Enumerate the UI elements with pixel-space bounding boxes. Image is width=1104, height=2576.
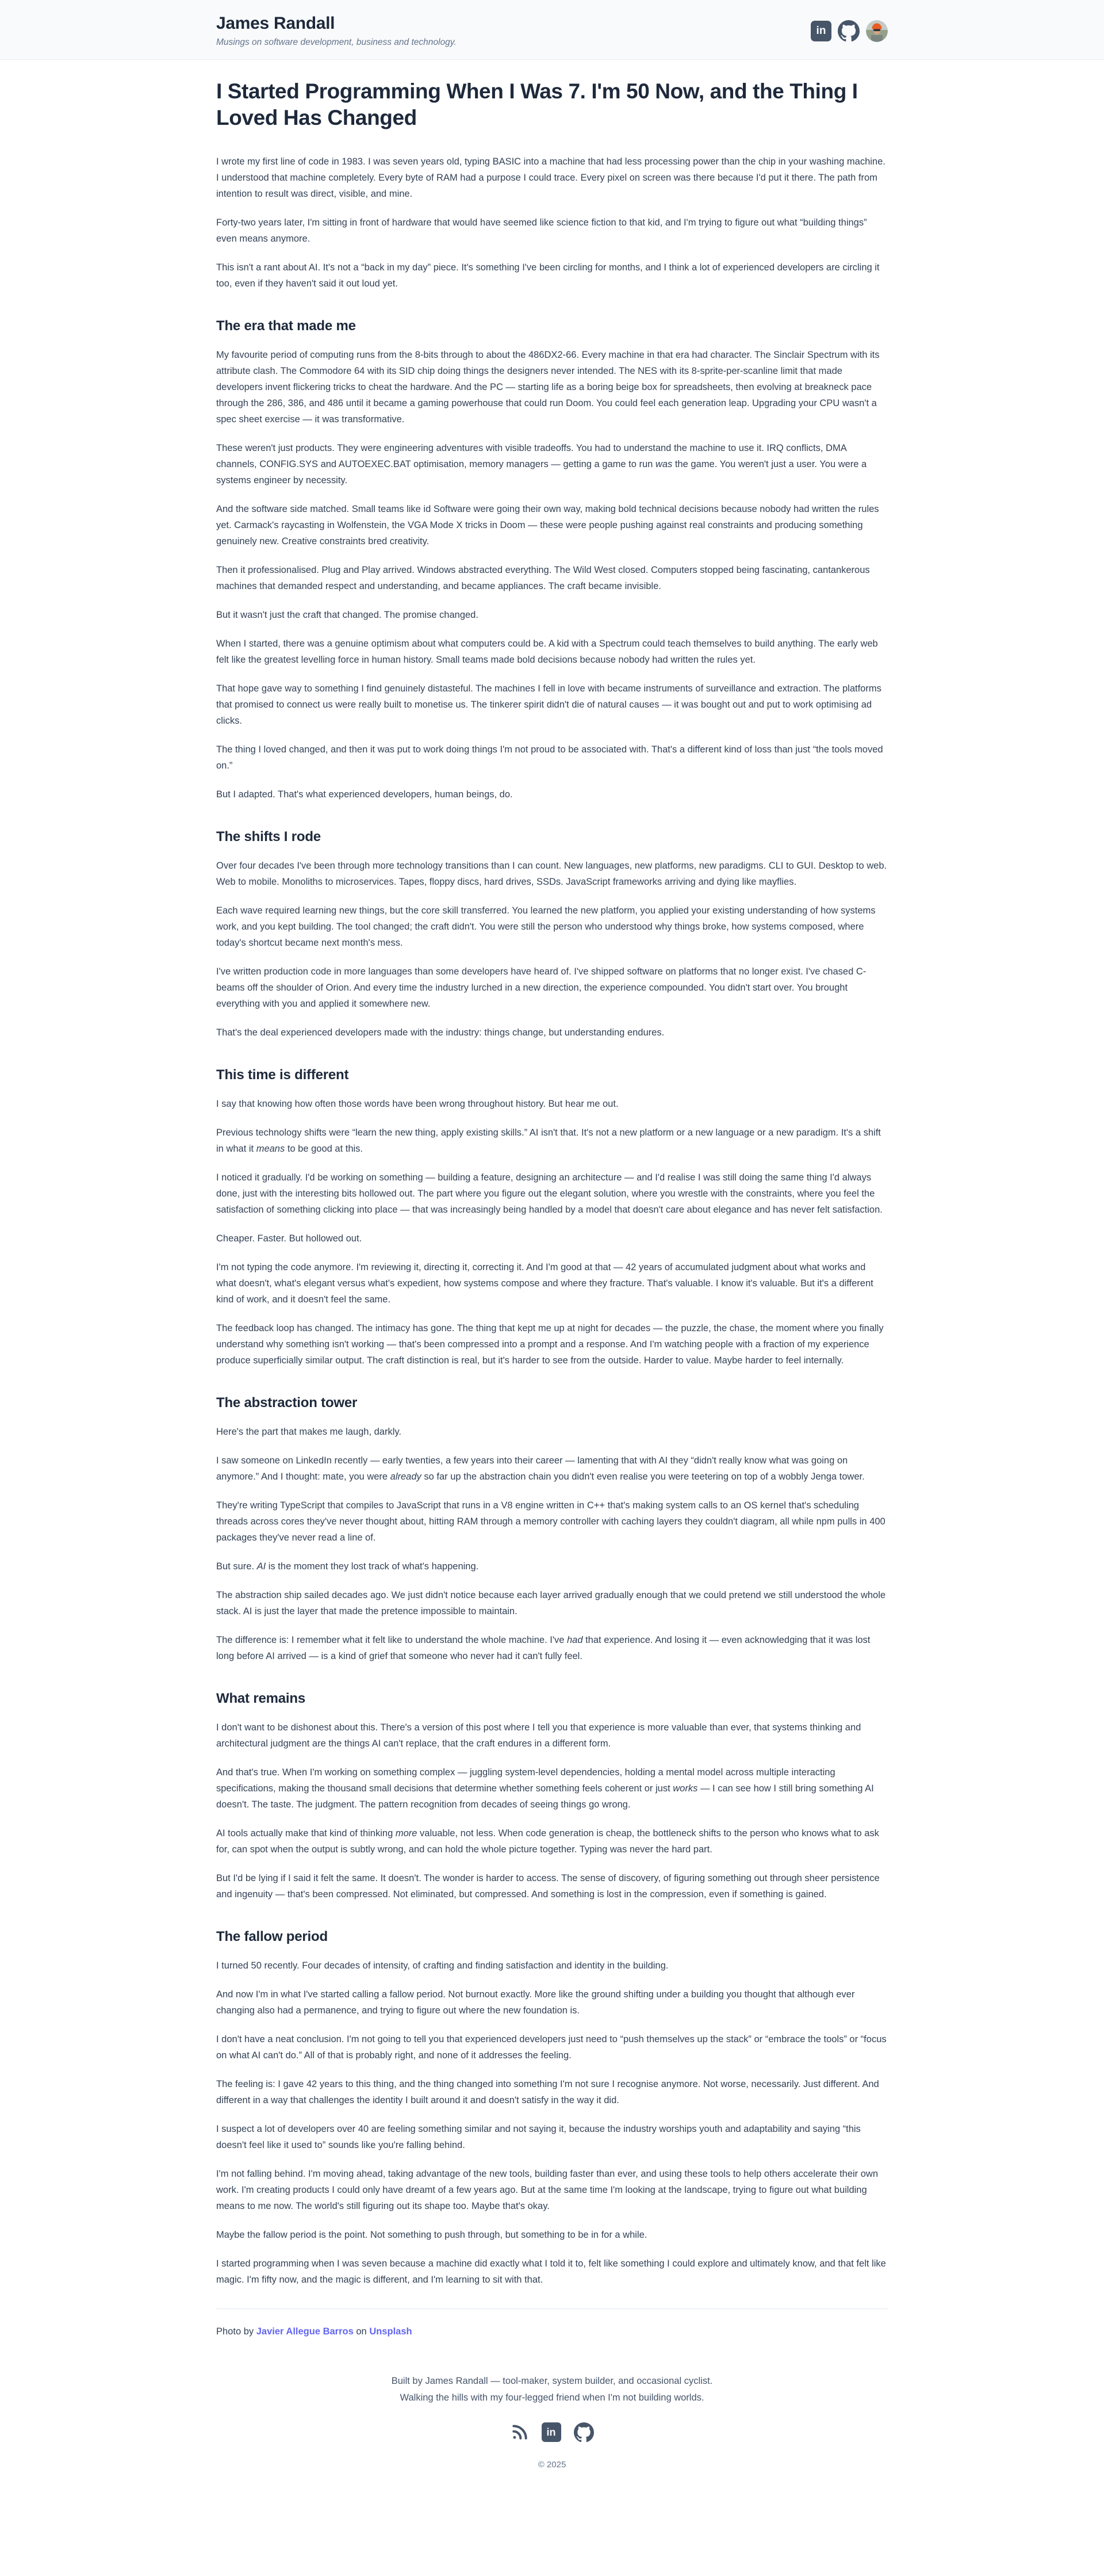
article-paragraph: But I adapted. That's what experienced developers, human beings, do. bbox=[216, 789, 513, 800]
site-header bbox=[0, 0, 1104, 60]
article-body bbox=[216, 154, 888, 2288]
photo-credit-author-link[interactable]: Javier Allegue Barros bbox=[256, 2326, 354, 2337]
article-paragraph: I say that knowing how often those words have been wrong throughout history. But hear me out. bbox=[216, 1098, 619, 1109]
article-paragraph: But sure. AI is the moment they lost track of what's happening. bbox=[216, 1561, 479, 1572]
copyright: © 2025 bbox=[538, 2459, 566, 2470]
section-heading: The fallow period bbox=[216, 1928, 328, 1944]
article-paragraph: They're writing TypeScript that compiles to JavaScript that runs in a V8 engine written in C++ that's making system calls to an OS kernel that's scheduling threads across cores they've never thought about, hitting RAM through a memory controller with caching layers they couldn't diagram, all while npm pulls in 400 packages they've never read a line of. bbox=[216, 1500, 885, 1543]
article-paragraph: When I started, there was a genuine optimism about what computers could be. A kid with a Spectrum could teach themselves to build anything. The early web felt like the greatest levelling force in human history. Small teams made bold decisions because nobody had written the rules yet. bbox=[216, 638, 878, 665]
article-paragraph: But I'd be lying if I said it felt the same. It doesn't. The wonder is harder to access. The sense of discovery, of figuring something out through sheer persistence and ingenuity — that's been compressed. Not eliminated, but compressed. And something is lost in the compression, even if something is gained. bbox=[216, 1872, 880, 1899]
site-identity bbox=[216, 14, 457, 48]
article-paragraph: AI tools actually make that kind of thinking more valuable, not less. When code generation is cheap, the bottleneck shifts to the person who knows what to ask for, can spot when the output is subtly wrong, and can hold the whole picture together. Typing was never the hard part. bbox=[216, 1828, 879, 1855]
avatar[interactable] bbox=[866, 20, 888, 42]
article-paragraph: The feeling is: I gave 42 years to this thing, and the thing changed into something I'm not sure I recognise anymore. Not worse, necessarily. Just different. And different in a way that challenges the identity I built around it and doesn't satisfy in the way it did. bbox=[216, 2078, 879, 2105]
linkedin-icon[interactable]: in bbox=[811, 21, 831, 41]
article-paragraph: I saw someone on LinkedIn recently — early twenties, a few years into their career — lamenting that with AI they “didn't really know what was going on anymore.” And I thought: mate, you were already so far up the abstraction chain you didn't even realise you were teetering on top of a wobbly Jenga tower. bbox=[216, 1455, 865, 1482]
article-paragraph: Over four decades I've been through more technology transitions than I can count. New languages, new platforms, new paradigms. CLI to GUI. Desktop to web. Web to mobile. Monoliths to microservices. Tapes, floppy discs, hard drives, SSDs. JavaScript frameworks arriving and dying like mayflies. bbox=[216, 860, 887, 887]
article-paragraph: I wrote my first line of code in 1983. I was seven years old, typing BASIC into a machine that had less processing power than the chip in your washing machine. I understood that machine completely. Every byte of RAM had a purpose I could trace. Every pixel on screen was there because I'd put it there. The path from intention to result was direct, visible, and mine. bbox=[216, 156, 885, 199]
main-content bbox=[212, 78, 892, 2337]
article-paragraph: Cheaper. Faster. But hollowed out. bbox=[216, 1233, 362, 1244]
article-paragraph: I started programming when I was seven because a machine did exactly what I told it to, felt like something I could explore and ultimately know, and that felt like magic. I'm fifty now, and the magic is different, and I'm learning to sit with that. bbox=[216, 2258, 886, 2285]
article-paragraph: The abstraction ship sailed decades ago. We just didn't notice because each layer arrived gradually enough that we could pretend we still understood the whole stack. AI is just the layer that made the pretence impossible to maintain. bbox=[216, 1589, 886, 1616]
article-paragraph: The feedback loop has changed. The intimacy has gone. The thing that kept me up at night for decades — the puzzle, the chase, the moment where you finally understand why something isn't working — that's been compressed into a prompt and a response. And I'm watching people with a fraction of my experience produce superficially similar output. The craft distinction is real, but it's harder to see from the outside. Harder to value. Maybe harder to feel internally. bbox=[216, 1323, 884, 1366]
article-paragraph: I'm not typing the code anymore. I'm reviewing it, directing it, correcting it. And I'm good at that — 42 years of accumulated judgment about what works and what doesn't, what's elegant versus what's expedient, how systems compose and where they fracture. That's valuable. I know it's valuable. But it's a different kind of work, and it doesn't feel the same. bbox=[216, 1262, 873, 1305]
site-title: James Randall bbox=[216, 14, 335, 33]
article-paragraph: That hope gave way to something I find genuinely distasteful. The machines I fell in love with became instruments of surveillance and extraction. The platforms that promised to connect us were really built to monetise us. The tinkerer spirit didn't die of natural causes — it was bought out and put to work optimising ad clicks. bbox=[216, 683, 881, 726]
article-paragraph: Then it professionalised. Plug and Play arrived. Windows abstracted everything. The Wild West closed. Computers stopped being fascinating, cantankerous machines that demanded respect and understanding, and became appliances. The craft became invisible. bbox=[216, 564, 870, 591]
article-paragraph: This isn't a rant about AI. It's not a “back in my day” piece. It's something I've been circling for months, and I think a lot of experienced developers are circling it too, even if they haven't said it out loud yet. bbox=[216, 262, 880, 289]
article-paragraph: Here's the part that makes me laugh, darkly. bbox=[216, 1426, 401, 1437]
photo-credit bbox=[216, 2326, 888, 2337]
github-icon[interactable] bbox=[838, 20, 860, 42]
article-paragraph: That's the deal experienced developers made with the industry: things change, but understanding endures. bbox=[216, 1027, 665, 1038]
section-heading: The abstraction tower bbox=[216, 1394, 358, 1411]
article-paragraph: I'm not falling behind. I'm moving ahead, taking advantage of the new tools, building faster than ever, and using these tools to help others accelerate their own work. I'm creating products I could only have dreamt of a few years ago. But at the same time I'm looking at the landscape, trying to figure out what building means to me now. The world's still figuring out its shape too. Maybe that's okay. bbox=[216, 2168, 879, 2211]
github-icon[interactable] bbox=[574, 2422, 594, 2443]
site-footer bbox=[0, 2373, 1104, 2576]
article bbox=[216, 78, 888, 2337]
article-paragraph: I don't have a neat conclusion. I'm not going to tell you that experienced developers just need to “push themselves up the stack” or “embrace the tools” or “focus on what AI can't do.” All of that is probably right, and none of it addresses the feeling. bbox=[216, 2034, 887, 2061]
site-tagline: Musings on software development, business and technology. bbox=[216, 37, 457, 47]
article-paragraph: I don't want to be dishonest about this. There's a version of this post where I tell you that experience is more valuable than ever, that systems thinking and architectural judgment are the things AI can't replace, that the craft endures in a different form. bbox=[216, 1722, 861, 1749]
article-paragraph: These weren't just products. They were engineering adventures with visible tradeoffs. You had to understand the machine to use it. IRQ conflicts, DMA channels, CONFIG.SYS and AUTOEXEC.BAT optimisation, memory managers — getting a game to run was the game. You weren't just a user. You were a systems engineer by necessity. bbox=[216, 442, 867, 486]
article-paragraph: I turned 50 recently. Four decades of intensity, of crafting and finding satisfaction and identity in the building. bbox=[216, 1960, 669, 1971]
article-paragraph: Each wave required learning new things, but the core skill transferred. You learned the new platform, you applied your existing understanding of how systems work, and you kept building. The tool changed; the craft didn't. You were still the person who understood why things broke, how systems composed, where today's shortcut became next month's mess. bbox=[216, 905, 876, 948]
article-paragraph: And that's true. When I'm working on something complex — juggling system-level dependencies, holding a mental model across multiple interacting specifications, making the thousand small decisions that determine whether something feels coherent or just works — I can see how I still bring something AI doesn't. The taste. The judgment. The pattern recognition from decades of seeing things go wrong. bbox=[216, 1767, 874, 1810]
photo-credit-middle: on bbox=[353, 2326, 370, 2337]
section-heading: What remains bbox=[216, 1690, 305, 1706]
footer-social-links bbox=[216, 2422, 888, 2443]
photo-credit-source-link[interactable]: Unsplash bbox=[369, 2326, 412, 2337]
article-paragraph: I've written production code in more languages than some developers have heard of. I've shipped software on platforms that no longer exist. I've chased C-beams off the shoulder of Orion. And every time the industry lurched in a new direction, the experience compounded. You didn't start over. You brought everything with you and applied it somewhere new. bbox=[216, 966, 867, 1009]
article-paragraph: My favourite period of computing runs from the 8-bits through to about the 486DX2-66. Every machine in that era had character. The Sinclair Spectrum with its attribute clash. The Commodore 64 with its SID chip doing things the designers never intended. The NES with its 8-sprite-per-scanline limit that made developers invent flickering tricks to cheat the hardware. And the PC — starting life as a boring beige box for spreadsheets, then evolving at breakneck pace through the 286, 386, and 486 until it became a gaming powerhouse that could run Doom. You could feel each generation leap. Upgrading your CPU wasn't a spec sheet exercise — it was transformative. bbox=[216, 349, 880, 425]
article-paragraph: I noticed it gradually. I'd be working on something — building a feature, designing an architecture — and I'd realise I was still doing the same thing I'd always done, just with the interesting bits hollowed out. The part where you figure out the elegant solution, where you wrestle with the constraints, where you feel the satisfaction of something clicking into place — that was increasingly being handled by a model that doesn't care about elegance and has never felt satisfaction. bbox=[216, 1172, 883, 1215]
section-heading: The era that made me bbox=[216, 318, 356, 334]
article-paragraph: Previous technology shifts were “learn the new thing, apply existing skills.” AI isn't that. It's not a new platform or a new language or a new paradigm. It's a shift in what it means to be good at this. bbox=[216, 1127, 881, 1154]
linkedin-icon[interactable]: in bbox=[542, 2422, 561, 2442]
article-paragraph: I suspect a lot of developers over 40 are feeling something similar and not saying it, because the industry worships youth and adaptability and saying “this doesn't feel like it used to” sounds like you're falling behind. bbox=[216, 2123, 861, 2150]
article-paragraph: The difference is: I remember what it felt like to understand the whole machine. I've had that experience. And losing it — even acknowledging that it was lost long before AI arrived — is a kind of grief that someone who never had it can't fully feel. bbox=[216, 1634, 871, 1661]
footer-line-1: Built by James Randall — tool-maker, system builder, and occasional cyclist. bbox=[391, 2375, 713, 2386]
footer-line-2: Walking the hills with my four-legged friend when I'm not building worlds. bbox=[400, 2392, 704, 2403]
article-paragraph: And the software side matched. Small teams like id Software were going their own way, making bold technical decisions because nobody had written the rules yet. Carmack's raycasting in Wolfenstein, the VGA Mode X tricks in Doom — these were people pushing against real constraints and producing something genuinely new. Creative constraints bred creativity. bbox=[216, 503, 879, 546]
section-heading: The shifts I rode bbox=[216, 828, 321, 844]
rss-icon[interactable] bbox=[511, 2423, 529, 2441]
photo-credit-prefix: Photo by bbox=[216, 2326, 256, 2337]
article-paragraph: The thing I loved changed, and then it was put to work doing things I'm not proud to be associated with. That's a different kind of loss than just “the tools moved on.” bbox=[216, 744, 883, 771]
article-paragraph: And now I'm in what I've started calling a fallow period. Not burnout exactly. More like the ground shifting under a building you thought that although ever changing also had a permanence, and trying to figure out where the new foundation is. bbox=[216, 1989, 855, 2016]
article-paragraph: Forty-two years later, I'm sitting in front of hardware that would have seemed like science fiction to that kid, and I'm trying to figure out what “building things” even means anymore. bbox=[216, 217, 867, 244]
section-heading: This time is different bbox=[216, 1067, 349, 1083]
article-paragraph: Maybe the fallow period is the point. Not something to push through, but something to be in for a while. bbox=[216, 2229, 647, 2240]
article-paragraph: But it wasn't just the craft that changed. The promise changed. bbox=[216, 609, 478, 620]
header-social-links bbox=[811, 20, 888, 42]
post-title: I Started Programming When I Was 7. I'm 50 Now, and the Thing I Loved Has Changed bbox=[216, 79, 858, 130]
